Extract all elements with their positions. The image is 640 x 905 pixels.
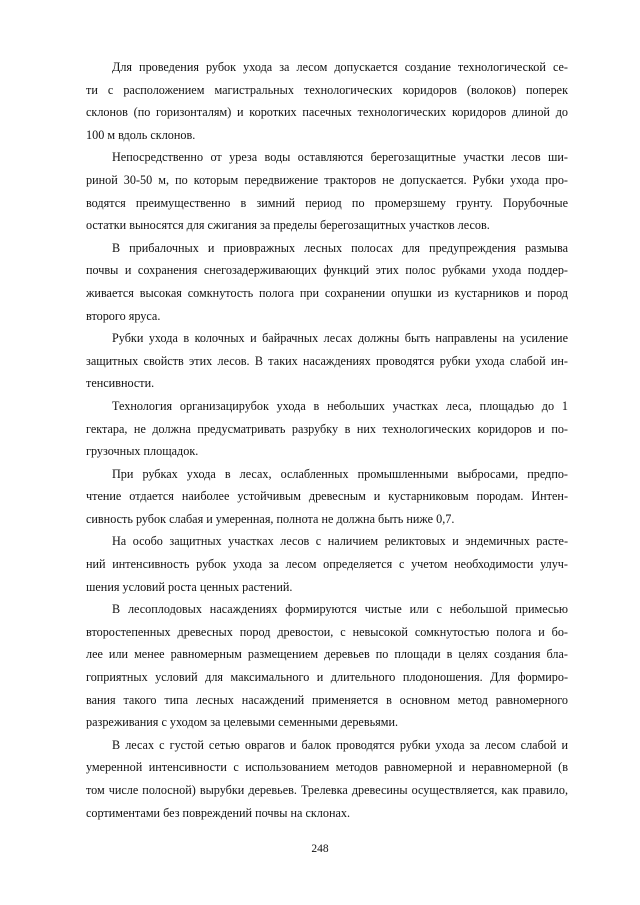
text-line: шения условий роста ценных растений.	[86, 579, 293, 594]
text-line: 100 м вдоль склонов.	[86, 127, 196, 142]
paragraph	[86, 598, 568, 734]
paragraph	[86, 327, 568, 395]
text-line: гектара, не должна предусматривать разрубку в них технологических коридоров и по-	[86, 421, 568, 436]
text-line: водятся преимущественно в зимний период по промерзшему грунту. Порубочные	[86, 195, 568, 210]
text-line: тенсивности.	[86, 376, 155, 391]
paragraph	[86, 463, 568, 531]
text-line: чтение отдается наиболее устойчивым древесным и кустарниковым породам. Интен-	[86, 489, 568, 504]
text-line: В лесоплодовых насаждениях формируются чистые или с небольшой примесью	[112, 602, 568, 617]
text-line: ний интенсивность рубок ухода за лесом определяется с учетом необходимости улуч-	[86, 557, 568, 572]
text-line: лее или менее равномерным размещением деревьев по площади в целях создания бла-	[86, 647, 568, 662]
paragraph	[86, 146, 568, 236]
text-line: сивность рубок слабая и умеренная, полнота не должна быть ниже 0,7.	[86, 511, 455, 526]
text-line: том числе полосной) вырубки деревьев. Трелевка древесины осуществляется, как правило,	[86, 783, 568, 797]
text-line: почвы и сохранения снегозадерживающих функций этих полос рубками ухода поддер-	[86, 263, 568, 278]
text-line: умеренной интенсивности с использованием методов равномерной и неравномерной (в	[86, 760, 568, 775]
text-line: защитных свойств этих лесов. В таких насаждениях проводятся рубки ухода слабой ин-	[86, 353, 568, 368]
paragraph	[86, 530, 568, 598]
text-line: Рубки ухода в колочных и байрачных лесах должны быть направлены на усиление	[112, 331, 568, 346]
text-line: В прибалочных и приовражных лесных полосах для предупреждения размыва	[112, 240, 568, 255]
text-line: Непосредственно от уреза воды оставляются берегозащитные участки лесов ши-	[112, 150, 568, 165]
text-line: живается высокая сомкнутость полога при сохранении опушки из кустарников и пород	[86, 285, 568, 300]
text-line: ти с расположением магистральных технологических коридоров (волоков) поперек	[86, 82, 568, 97]
text-line: остатки выносятся для сжигания за пределы берегозащитных участков лесов.	[86, 218, 490, 233]
body-text	[86, 56, 568, 824]
text-line: гоприятных условий для максимального и длительного плодоношения. Для формиро-	[86, 670, 568, 685]
paragraph	[86, 395, 568, 463]
text-line: риной 30-50 м, по которым передвижение тракторов не допускается. Рубки ухода про-	[86, 172, 568, 187]
paragraph	[86, 237, 568, 327]
text-line: грузочных площадок.	[86, 444, 199, 459]
text-line: склонов (по горизонталям) и коротких пасечных технологических коридоров длиной до	[86, 105, 568, 120]
text-line: Технология организацирубок ухода в небольших участках леса, площадью до 1	[112, 398, 568, 413]
text-line: Для проведения рубок ухода за лесом допускается создание технологической се-	[112, 60, 568, 74]
text-line: второстепенных древесных пород древостои, с невысокой сомкнутостью полога и бо-	[86, 624, 568, 639]
text-line: вания такого типа лесных насаждений применяется в основном метод равномерного	[86, 692, 568, 707]
text-line: На особо защитных участках лесов с наличием реликтовых и эндемичных расте-	[112, 534, 568, 549]
text-line: разреживания с уходом за целевыми семенными деревьями.	[86, 715, 399, 730]
paragraph	[86, 56, 568, 146]
paragraph	[86, 734, 568, 824]
text-line: сортиментами без повреждений почвы на склонах.	[86, 805, 351, 820]
page-number: 248	[311, 843, 329, 855]
text-line: второго яруса.	[86, 308, 161, 323]
text-line: В лесах с густой сетью оврагов и балок проводятся рубки ухода за лесом слабой и	[112, 737, 568, 752]
text-line: При рубках ухода в лесах, ослабленных промышленными выбросами, предпо-	[112, 466, 568, 481]
